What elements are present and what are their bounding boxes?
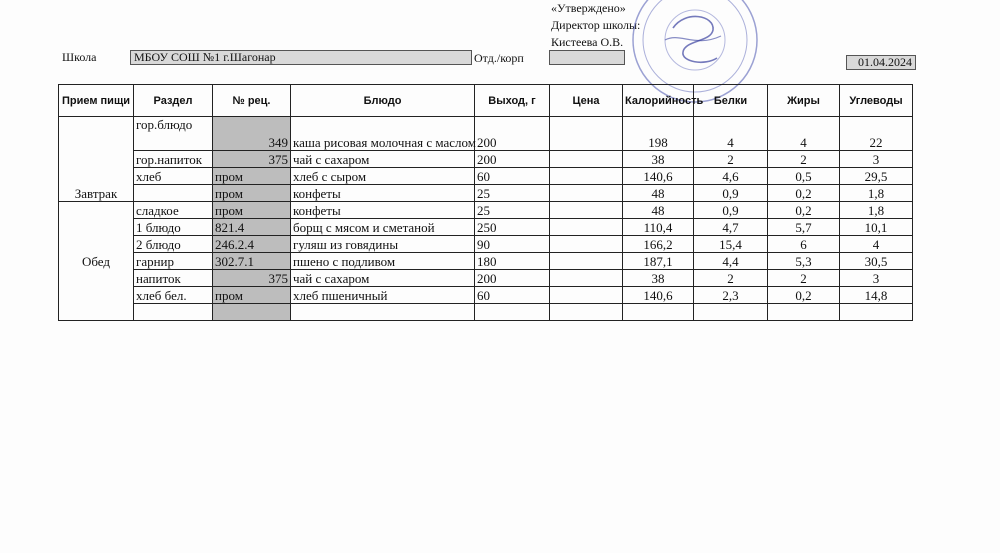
protein-cell: 4 [694,117,768,151]
fat-cell: 6 [768,236,840,253]
price-cell [550,168,623,185]
approval-title: «Утверждено» [551,1,626,15]
price-cell [550,202,623,219]
col-header: № рец. [213,85,291,117]
recipe-cell: 349 [213,117,291,151]
fat-cell: 0,2 [768,185,840,202]
output-cell: 90 [475,236,550,253]
col-header: Блюдо [291,85,475,117]
kcal-cell: 140,6 [623,168,694,185]
carbs-cell: 4 [840,236,913,253]
protein-cell: 2 [694,270,768,287]
recipe-cell: 821.4 [213,219,291,236]
carbs-cell: 3 [840,270,913,287]
table-row [59,304,913,321]
section-cell: 1 блюдо [134,219,213,236]
output-cell: 60 [475,168,550,185]
dish-cell: чай с сахаром [291,151,475,168]
recipe-cell: пром [213,185,291,202]
protein-cell: 15,4 [694,236,768,253]
fat-cell: 0,2 [768,202,840,219]
section-cell: сладкое [134,202,213,219]
table-row [59,253,913,270]
protein-cell: 4,7 [694,219,768,236]
fat-cell: 2 [768,151,840,168]
table-row [59,185,913,202]
price-cell [550,304,623,321]
section-cell: хлеб [134,168,213,185]
price-cell [550,270,623,287]
fat-cell: 5,7 [768,219,840,236]
section-cell: гор.блюдо [134,117,213,151]
carbs-cell: 22 [840,117,913,151]
recipe-cell: пром [213,287,291,304]
kcal-cell: 38 [623,270,694,287]
output-cell: 25 [475,202,550,219]
col-header: Белки [694,85,768,117]
protein-cell [694,304,768,321]
dish-cell: чай с сахаром [291,270,475,287]
carbs-cell: 3 [840,151,913,168]
recipe-cell: 246.2.4 [213,236,291,253]
recipe-cell: 375 [213,151,291,168]
section-cell: хлеб бел. [134,287,213,304]
price-cell [550,117,623,151]
protein-cell: 2,3 [694,287,768,304]
section-cell [134,185,213,202]
fat-cell: 5,3 [768,253,840,270]
col-header: Выход, г [475,85,550,117]
kcal-cell: 110,4 [623,219,694,236]
price-cell [550,151,623,168]
dish-cell [291,304,475,321]
dish-cell: хлеб пшеничный [291,287,475,304]
carbs-cell [840,304,913,321]
kcal-cell: 187,1 [623,253,694,270]
protein-cell: 4,4 [694,253,768,270]
carbs-cell: 30,5 [840,253,913,270]
carbs-cell: 10,1 [840,219,913,236]
table-row [59,117,913,151]
col-header: Цена [550,85,623,117]
section-cell: гор.напиток [134,151,213,168]
output-cell: 180 [475,253,550,270]
menu-table [58,84,913,321]
col-header: Прием пищи [59,85,134,117]
table-row [59,287,913,304]
carbs-cell: 1,8 [840,202,913,219]
table-row [59,219,913,236]
protein-cell: 4,6 [694,168,768,185]
corp-field [549,50,625,65]
output-cell [475,304,550,321]
kcal-cell: 166,2 [623,236,694,253]
table-row [59,270,913,287]
col-header: Жиры [768,85,840,117]
fat-cell: 4 [768,117,840,151]
carbs-cell: 1,8 [840,185,913,202]
fat-cell: 2 [768,270,840,287]
protein-cell: 0,9 [694,202,768,219]
recipe-cell [213,304,291,321]
col-header: Углеводы [840,85,913,117]
kcal-cell: 48 [623,202,694,219]
section-cell: 2 блюдо [134,236,213,253]
section-cell: напиток [134,270,213,287]
col-header: Калорийность [623,85,694,117]
protein-cell: 0,9 [694,185,768,202]
dish-cell: хлеб с сыром [291,168,475,185]
carbs-cell: 29,5 [840,168,913,185]
kcal-cell: 38 [623,151,694,168]
section-cell [134,304,213,321]
school-label: Школа [62,50,97,64]
date-field: 01.04.2024 [846,55,916,70]
output-cell: 200 [475,151,550,168]
dish-cell: каша рисовая молочная с маслом [291,117,475,151]
fat-cell: 0,5 [768,168,840,185]
dish-cell: конфеты [291,202,475,219]
recipe-cell: пром [213,202,291,219]
meal-cell: Завтрак [59,117,134,202]
output-cell: 25 [475,185,550,202]
protein-cell: 2 [694,151,768,168]
output-cell: 250 [475,219,550,236]
price-cell [550,236,623,253]
approval-name: Кистеева О.В. [551,35,624,49]
kcal-cell: 140,6 [623,287,694,304]
meal-cell: Обед [59,202,134,321]
kcal-cell: 198 [623,117,694,151]
carbs-cell: 14,8 [840,287,913,304]
fat-cell [768,304,840,321]
recipe-cell: пром [213,168,291,185]
fat-cell: 0,2 [768,287,840,304]
dish-cell: борщ с мясом и сметаной [291,219,475,236]
table-header-row [59,85,913,117]
table-row [59,168,913,185]
output-cell: 200 [475,117,550,151]
kcal-cell [623,304,694,321]
price-cell [550,287,623,304]
section-cell: гарнир [134,253,213,270]
col-header: Раздел [134,85,213,117]
table-row [59,236,913,253]
price-cell [550,185,623,202]
school-field: МБОУ СОШ №1 г.Шагонар [130,50,472,65]
dish-cell: пшено с подливом [291,253,475,270]
output-cell: 200 [475,270,550,287]
corp-label: Отд./корп [474,51,524,65]
table-row [59,202,913,219]
dish-cell: конфеты [291,185,475,202]
approval-director: Директор школы: [551,18,641,32]
output-cell: 60 [475,287,550,304]
table-row [59,151,913,168]
recipe-cell: 302.7.1 [213,253,291,270]
dish-cell: гуляш из говядины [291,236,475,253]
kcal-cell: 48 [623,185,694,202]
recipe-cell: 375 [213,270,291,287]
price-cell [550,219,623,236]
price-cell [550,253,623,270]
